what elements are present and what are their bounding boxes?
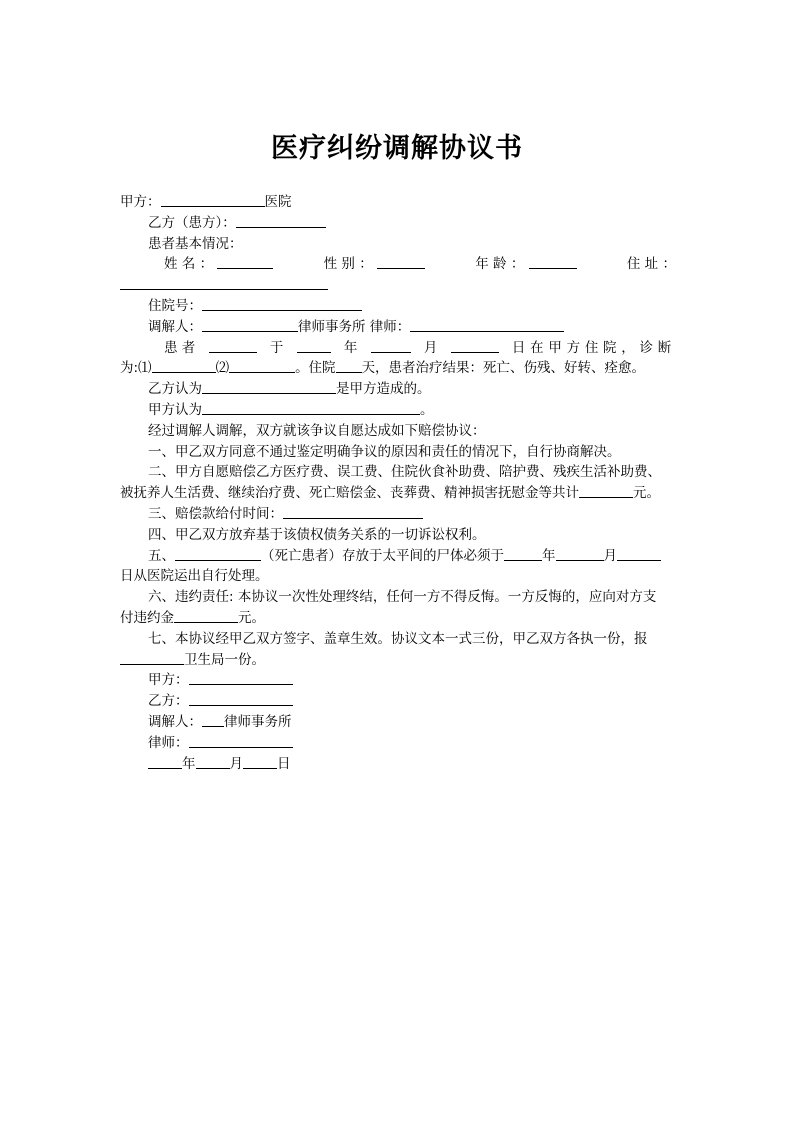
b-opinion-line: 乙方认为 是甲方造成的。 [148, 381, 431, 398]
diagnosis2-blank[interactable] [229, 358, 295, 373]
stay-days-blank[interactable] [336, 358, 362, 373]
admit-day-blank[interactable] [451, 338, 499, 353]
age-blank[interactable] [529, 254, 577, 269]
lawyer-blank[interactable] [410, 317, 564, 332]
diagnosis1-blank[interactable] [152, 358, 216, 373]
b-opinion-blank[interactable] [202, 379, 336, 394]
clause-5-line-1: 五、 （死亡患者）存放于太平间的尸体必须于 年 月 [120, 546, 676, 567]
clause-7-line-2: 卫生局一份。 [120, 650, 676, 671]
party-b-line: 乙方（患方）： [120, 213, 676, 234]
address-blank[interactable] [120, 275, 328, 290]
admit-month-blank[interactable] [371, 338, 411, 353]
document-title: 医疗纠纷调解协议书 [271, 133, 523, 164]
signature-b-blank[interactable] [189, 691, 293, 706]
name-blank[interactable] [217, 254, 273, 269]
clause-5-line-2: 日从医院运出自行处理。 [120, 568, 269, 585]
patient-info-heading: 患者基本情况： [148, 235, 243, 252]
signature-mediator-blank[interactable] [202, 712, 224, 727]
gender-blank[interactable] [377, 254, 425, 269]
health-bureau-blank[interactable] [120, 650, 184, 665]
admission-line: 住院号： [120, 296, 676, 317]
admission-blank[interactable] [202, 296, 362, 311]
clause-3: 三、赔偿款给付时间： [120, 504, 676, 525]
clause-6-line-1: 六、违约责任: 本协议一次性处理终结，任何一方不得反悔。一方反悔的，应向对方支 [148, 589, 657, 606]
clause-1: 一、甲乙双方同意不通过鉴定明确争议的原因和责任的情况下，自行协商解决。 [148, 443, 621, 460]
mediator-line: 调解人： 律师事务所 律师： [120, 317, 676, 338]
party-a-line: 甲方： 医院 [120, 194, 292, 210]
sign-day-blank[interactable] [243, 754, 277, 769]
signature-date: 年 月 日 [120, 754, 676, 775]
agreement-intro: 经过调解人调解，双方就该争议自愿达成如下赔偿协议： [148, 422, 486, 439]
agreement-body [120, 192, 676, 774]
sign-month-blank[interactable] [196, 754, 230, 769]
clause-7-line-1: 七、本协议经甲乙双方签字、盖章生效。协议文本一式三份，甲乙双方各执一份，报 [148, 630, 648, 647]
signature-lawyer-blank[interactable] [189, 733, 293, 748]
removal-year-blank[interactable] [504, 546, 542, 561]
a-opinion-line: 甲方认为 。 [148, 401, 434, 418]
sign-year-blank[interactable] [148, 754, 182, 769]
a-opinion-blank[interactable] [202, 400, 420, 415]
deceased-name-blank[interactable] [175, 546, 261, 561]
patient-info-line: 姓 名 ： 性 别 ： 年 龄 ： 住 址 ： [164, 256, 676, 273]
clause-2-line-1: 二、甲方自愿赔偿乙方医疗费、误工费、住院伙食补助费、陪护费、残疾生活补助费、 [148, 464, 661, 481]
party-b-blank[interactable] [236, 213, 326, 228]
removal-day-blank[interactable] [617, 546, 661, 561]
payment-time-blank[interactable] [283, 504, 423, 519]
signature-b: 乙方： [120, 691, 676, 712]
clause-4: 四、甲乙双方放弃基于该债权债务关系的一切诉讼权利。 [148, 526, 486, 543]
clause-6-line-2: 付违约金 元。 [120, 609, 265, 626]
signature-a: 甲方： [120, 670, 676, 691]
signature-mediator: 调解人： 律师事务所 [148, 713, 292, 730]
mediator-blank[interactable] [202, 317, 298, 332]
diagnosis-line-1: 患 者 于 年 月 日在甲方住院，诊断 [164, 339, 676, 356]
patient-blank[interactable] [209, 338, 257, 353]
signature-a-blank[interactable] [189, 670, 293, 685]
removal-month-blank[interactable] [556, 546, 604, 561]
penalty-blank[interactable] [174, 608, 238, 623]
clause-2-line-2: 被抚养人生活费、继续治疗费、死亡赔偿金、丧葬费、精神损害抚慰金等共计 元。 [120, 485, 660, 502]
address-blank-line [120, 275, 676, 296]
diagnosis-line-2: 为:⑴ ⑵ 。住院 天，患者治疗结果：死亡、伤残、好转、痊愈。 [120, 360, 646, 377]
signature-lawyer: 律师： [120, 733, 676, 754]
party-a-blank[interactable] [161, 192, 265, 207]
total-amount-blank[interactable] [579, 483, 633, 498]
admit-year-blank[interactable] [297, 338, 331, 353]
